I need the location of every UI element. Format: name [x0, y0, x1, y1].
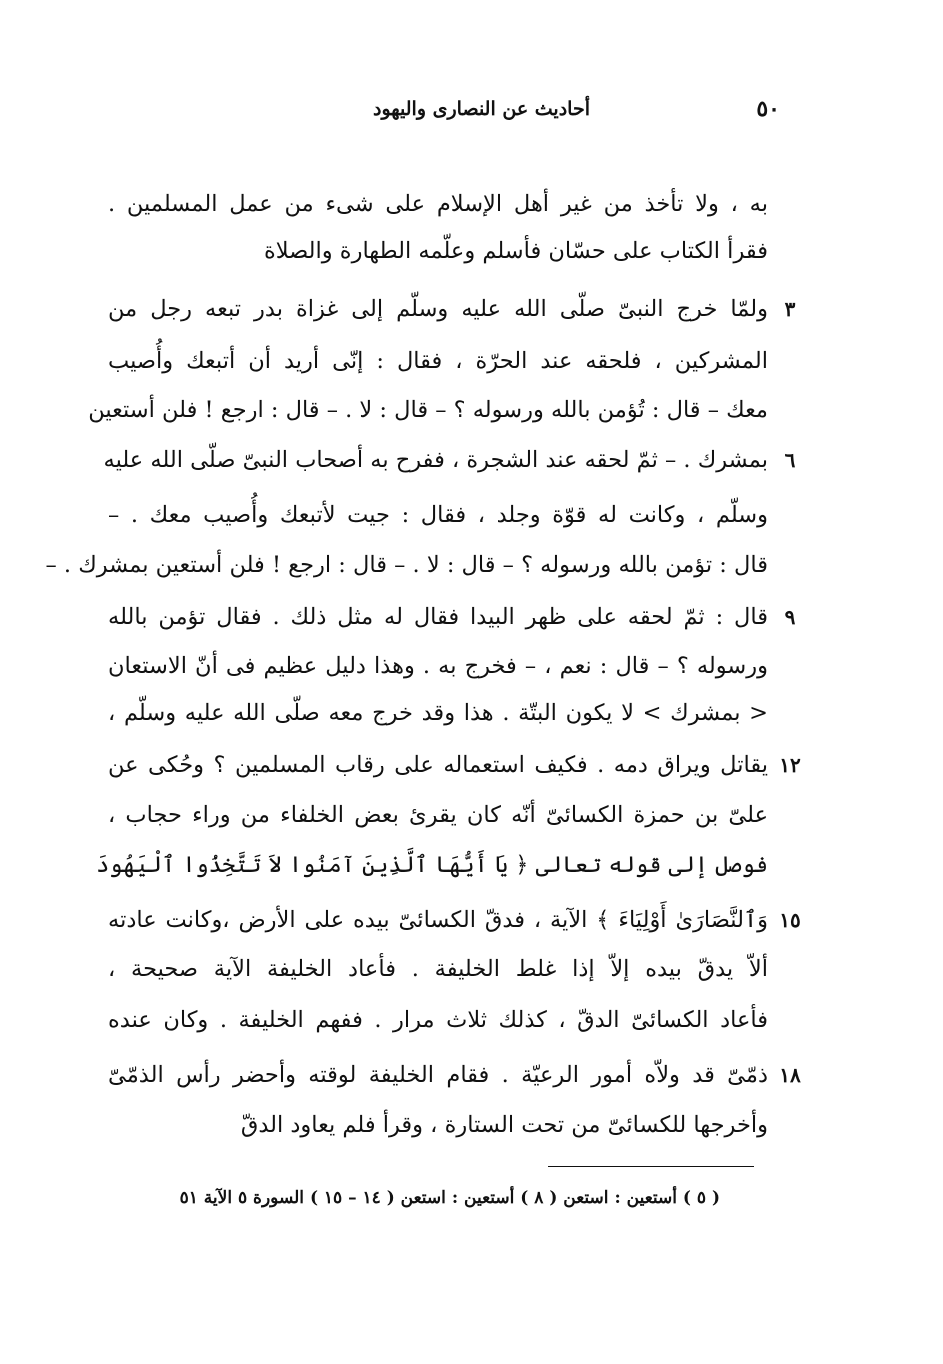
text-line: يقاتل ويراق دمه . فكيف استعماله على رقاب المسلمين ؟ وحُكى عن	[108, 752, 768, 778]
line-number: ٣	[784, 297, 796, 321]
text-line: فقرأ الكتاب على حسّان فأسلم وعلّمه الطهارة والصلاة	[263, 238, 768, 264]
text-line: ولمّا خرج النبىّ صلّى الله عليه وسلّم إلى غزاة بدر تبعه رجل من	[108, 296, 768, 322]
text-line: وَٱلنَّصَارَىٰ أَوْلِيَاءَ ﴾ الآية ، فدقّ الكسائىّ بيده على الأرض ،وكانت عادته	[108, 907, 768, 933]
text-line: ورسوله ؟ – قال : نعم ، – فخرج به . وهذا دليل عظيم فى أنّ الاستعان	[108, 653, 768, 679]
text-line: ألاّ يدقّ بيده إلاّ إذا غلط الخليفة . فأعاد الخليفة الآية صحيحة ،	[108, 956, 768, 982]
text-line: علىّ بن حمزة الكسائىّ أنّه كان يقرئ بعض الخلفاء من وراء حجاب ،	[108, 802, 768, 828]
line-number: ٦	[784, 448, 796, 472]
text-line: فوصل إلى قوله تعالى ﴿ يَا أَيُّهَا ٱلَّذِينَ آمَنُوا لاَ تَتَّخِذُوا ٱلْيَهُودَ	[96, 852, 768, 878]
text-line: ذمّىّ قد ولاّه أمور الرعيّة . فقام الخليفة لوقته وأحضر رأس الذمّىّ	[108, 1062, 768, 1088]
footnote: ( ٥ ) أستعين : استعن ( ٨ ) أستعين : استعن ( ١٤ – ١٥ ) السورة ٥ الآية ٥١	[179, 1188, 720, 1208]
text-line: بمشرك . – ثمّ لحقه عند الشجرة ، ففرح به أصحاب النبىّ صلّى الله عليه	[103, 447, 768, 473]
running-title: أحاديث عن النصارى واليهود	[373, 98, 590, 120]
text-line: فأعاد الكسائىّ الدقّ ، كذلك ثلاث مرار . ففهم الخليفة . وكان عنده	[108, 1007, 768, 1033]
text-line: المشركين ، فلحقه عند الحرّة ، فقال : إنّى أريد أن أتبعك وأُصيب	[108, 348, 768, 374]
line-number: ٩	[784, 605, 796, 629]
text-line: معك – قال : تُؤمن بالله ورسوله ؟ – قال : لا . – قال : ارجع ! فلن أستعين	[88, 397, 768, 423]
line-number: ١٥	[779, 908, 801, 932]
text-line: قال : ثمّ لحقه على ظهر البيدا فقال له مثل ذلك . فقال تؤمن بالله	[108, 604, 768, 630]
text-line: وسلّم ، وكانت له قوّة وجلد ، فقال : جيت لأتبعك وأُصيب معك . –	[108, 502, 768, 528]
page-header	[80, 94, 780, 134]
text-line: < بمشرك > لا يكون البتّة . هذا وقد خرج معه صلّى الله عليه وسلّم ،	[108, 700, 768, 726]
text-line: به ، ولا تأخذ من غير أهل الإسلام على شىء من عمل المسلمين .	[108, 191, 768, 217]
line-number: ١٢	[779, 753, 801, 777]
footnote-divider	[548, 1166, 754, 1167]
line-number: ١٨	[779, 1063, 801, 1087]
text-line: وأخرجها للكسائىّ من تحت الستارة ، وقرأ فلم يعاود الدقّ	[240, 1112, 768, 1138]
page-number: ٥٠	[756, 96, 780, 122]
text-line: قال : تؤمن بالله ورسوله ؟ – قال : لا . – قال : ارجع ! فلن أستعين بمشرك . –	[45, 552, 768, 578]
